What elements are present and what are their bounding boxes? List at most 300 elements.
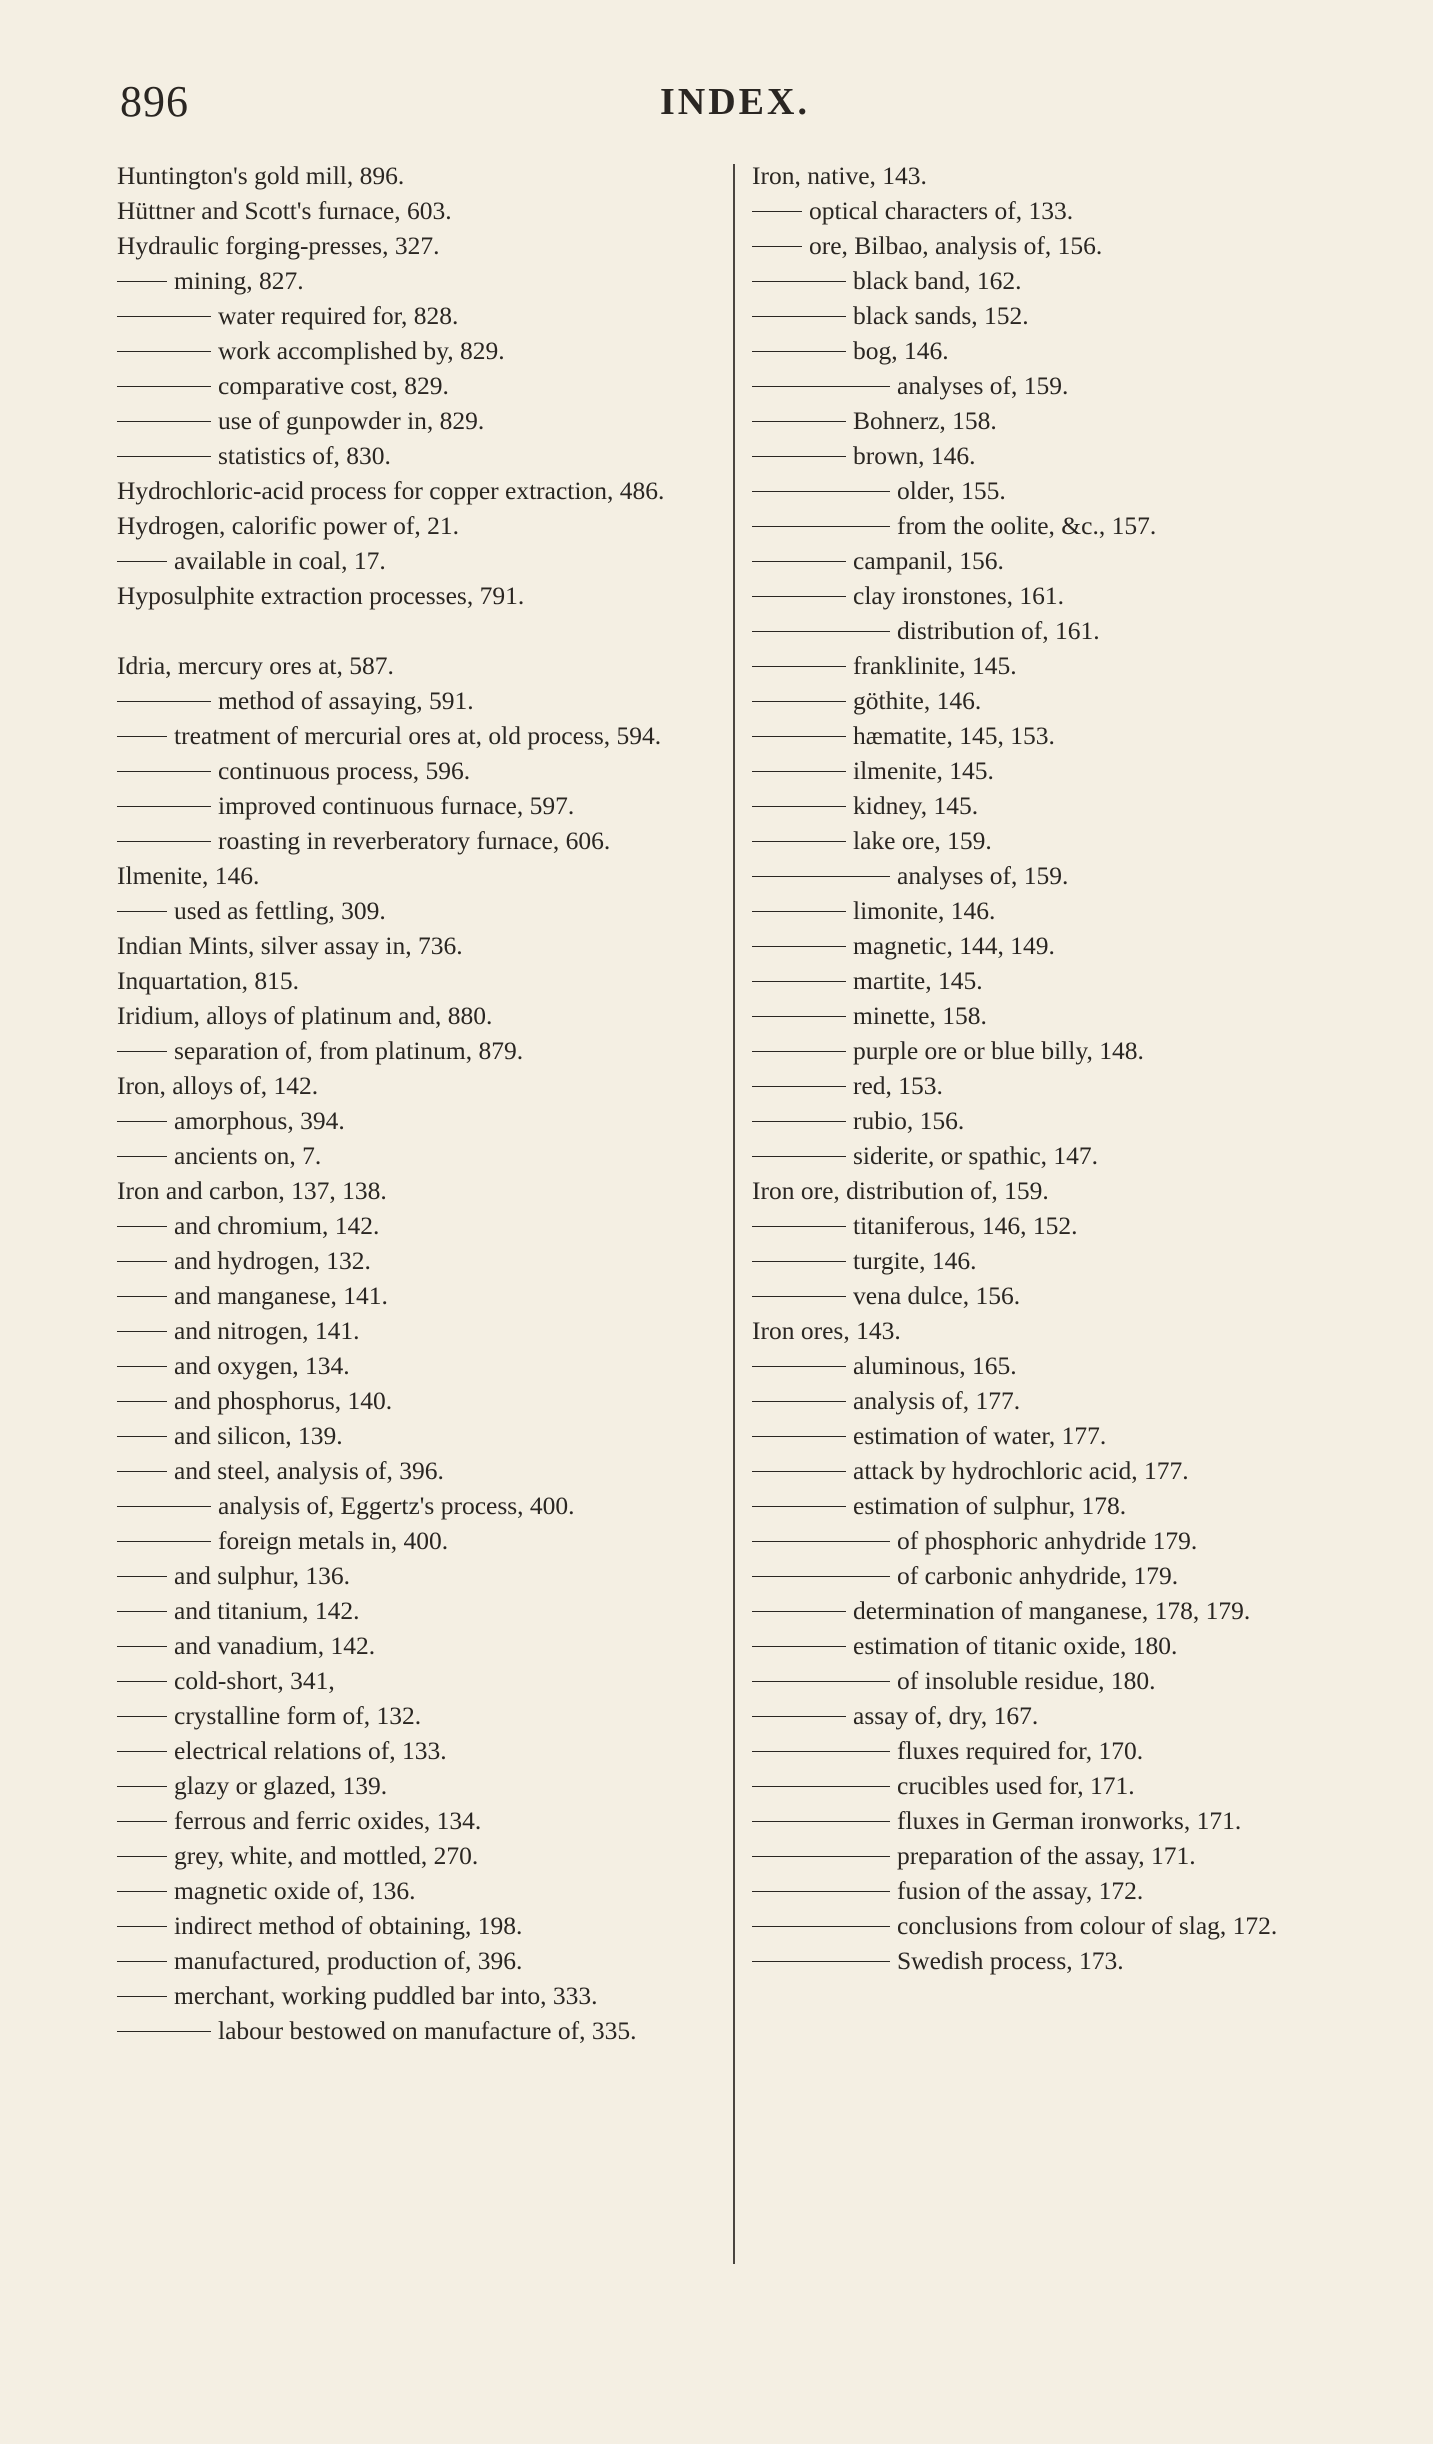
column-divider: [733, 164, 735, 2264]
index-entry-text: black sands, 152.: [853, 301, 1029, 330]
index-entry-text: clay ironstones, 161.: [853, 581, 1065, 610]
index-entry-text: vena dulce, 156.: [853, 1281, 1021, 1310]
index-entry-text: franklinite, 145.: [853, 651, 1017, 680]
index-entry: [752, 998, 1322, 1033]
index-entry: [752, 788, 1322, 823]
index-entry: [752, 1383, 1322, 1418]
index-entry-text: Iron ore, distribution of, 159.: [752, 1176, 1049, 1205]
index-entry-text: turgite, 146.: [853, 1246, 977, 1275]
index-entry: [752, 158, 1322, 193]
index-entry: [117, 508, 700, 543]
index-entry: [117, 998, 700, 1033]
index-entry: [752, 1803, 1322, 1838]
index-entry-text: work accomplished by, 829.: [218, 336, 505, 365]
ditto-dash: [752, 1261, 846, 1263]
index-entry-text: foreign metals in, 400.: [218, 1526, 449, 1555]
index-entry-text: indirect method of obtaining, 198.: [174, 1911, 523, 1940]
ditto-dash: [752, 1821, 890, 1823]
index-entry: [117, 1033, 700, 1068]
ditto-dash: [117, 1436, 167, 1438]
index-entry-text: cold-short, 341,: [174, 1666, 335, 1695]
ditto-dash: [752, 876, 890, 878]
index-entry: [117, 1873, 700, 1908]
ditto-dash: [117, 1226, 167, 1228]
ditto-dash: [752, 1226, 846, 1228]
ditto-dash: [117, 386, 211, 388]
index-entry: [752, 1173, 1322, 1208]
index-entry: [117, 1733, 700, 1768]
ditto-dash: [117, 1926, 167, 1928]
index-entry-text: Hydraulic forging-presses, 327.: [117, 231, 440, 260]
index-entry: [752, 1908, 1322, 1943]
ditto-dash: [117, 1856, 167, 1858]
ditto-dash: [752, 491, 890, 493]
index-entry: [117, 1278, 700, 1313]
index-entry-text: Iridium, alloys of platinum and, 880.: [117, 1001, 493, 1030]
index-entry-text: analysis of, 177.: [853, 1386, 1021, 1415]
index-entry: [117, 823, 700, 858]
index-entry-text: older, 155.: [897, 476, 1006, 505]
index-entry: [752, 508, 1322, 543]
index-entry: [117, 368, 700, 403]
index-entry: [752, 1663, 1322, 1698]
ditto-dash: [117, 1506, 211, 1508]
index-entry-text: and silicon, 139.: [174, 1421, 343, 1450]
index-entry: [117, 1488, 700, 1523]
index-entry: [752, 1768, 1322, 1803]
index-entry: [752, 1243, 1322, 1278]
index-entry-text: Bohnerz, 158.: [853, 406, 997, 435]
index-entry-text: improved continuous furnace, 597.: [218, 791, 575, 820]
ditto-dash: [752, 666, 846, 668]
index-entry: [117, 473, 700, 508]
index-entry-text: ferrous and ferric oxides, 134.: [174, 1806, 482, 1835]
index-entry-text: aluminous, 165.: [853, 1351, 1017, 1380]
index-entry: [117, 1803, 700, 1838]
index-entry: [752, 1593, 1322, 1628]
left-index-column: [117, 158, 700, 2048]
index-entry-text: campanil, 156.: [853, 546, 1004, 575]
ditto-dash: [752, 421, 846, 423]
index-entry: [752, 333, 1322, 368]
index-entry-text: Hüttner and Scott's furnace, 603.: [117, 196, 452, 225]
ditto-dash: [117, 806, 211, 808]
index-entry-text: of phosphoric anhydride 179.: [897, 1526, 1198, 1555]
ditto-dash: [752, 771, 846, 773]
page-title: INDEX.: [660, 81, 810, 123]
index-entry-text: glazy or glazed, 139.: [174, 1771, 388, 1800]
index-entry: [752, 823, 1322, 858]
ditto-dash: [117, 1401, 167, 1403]
ditto-dash: [752, 1471, 846, 1473]
index-entry-text: labour bestowed on manufacture of, 335.: [218, 2016, 637, 2045]
ditto-dash: [752, 1856, 890, 1858]
ditto-dash: [752, 1611, 846, 1613]
index-entry-text: martite, 145.: [853, 966, 983, 995]
page-number: 896: [120, 77, 189, 126]
index-entry-text: electrical relations of, 133.: [174, 1736, 447, 1765]
index-entry-text: Hydrogen, calorific power of, 21.: [117, 511, 460, 540]
ditto-dash: [117, 351, 211, 353]
ditto-dash: [117, 736, 167, 738]
ditto-dash: [752, 386, 890, 388]
index-entry: [752, 1138, 1322, 1173]
index-entry: [117, 158, 700, 193]
index-entry-text: and chromium, 142.: [174, 1211, 380, 1240]
index-entry: [752, 368, 1322, 403]
index-entry: [117, 1663, 700, 1698]
index-entry: [117, 1138, 700, 1173]
index-entry: [752, 1278, 1322, 1313]
ditto-dash: [117, 1611, 167, 1613]
index-entry-text: fluxes in German ironworks, 171.: [897, 1806, 1242, 1835]
ditto-dash: [752, 981, 846, 983]
ditto-dash: [752, 1016, 846, 1018]
index-entry: [117, 753, 700, 788]
ditto-dash: [752, 246, 802, 248]
index-entry-text: Hydrochloric-acid process for copper extraction, 486.: [117, 476, 665, 505]
ditto-dash: [752, 1541, 890, 1543]
index-entry: [117, 1698, 700, 1733]
index-entry-text: and steel, analysis of, 396.: [174, 1456, 444, 1485]
ditto-dash: [752, 561, 846, 563]
index-entry: [752, 858, 1322, 893]
index-entry: [117, 1908, 700, 1943]
index-entry-text: treatment of mercurial ores at, old process, 594.: [174, 721, 662, 750]
index-entry-text: kidney, 145.: [853, 791, 979, 820]
index-entry-text: ore, Bilbao, analysis of, 156.: [809, 231, 1103, 260]
index-entry: [117, 333, 700, 368]
ditto-dash: [752, 1366, 846, 1368]
index-entry: [117, 1943, 700, 1978]
index-entry-text: Inquartation, 815.: [117, 966, 299, 995]
ditto-dash: [117, 1576, 167, 1578]
index-entry-text: analysis of, Eggertz's process, 400.: [218, 1491, 575, 1520]
index-entry-text: red, 153.: [853, 1071, 943, 1100]
ditto-dash: [752, 806, 846, 808]
index-entry-text: Idria, mercury ores at, 587.: [117, 651, 394, 680]
index-entry: [752, 1348, 1322, 1383]
index-entry-text: ancients on, 7.: [174, 1141, 322, 1170]
index-entry-text: lake ore, 159.: [853, 826, 992, 855]
index-entry-text: Iron and carbon, 137, 138.: [117, 1176, 387, 1205]
index-entry-text: merchant, working puddled bar into, 333.: [174, 1981, 598, 2010]
index-entry: [752, 1453, 1322, 1488]
index-entry: [752, 228, 1322, 263]
ditto-dash: [752, 1891, 890, 1893]
index-entry-text: use of gunpowder in, 829.: [218, 406, 485, 435]
index-entry: [117, 858, 700, 893]
ditto-dash: [117, 1051, 167, 1053]
index-entry-text: available in coal, 17.: [174, 546, 386, 575]
index-entry-text: brown, 146.: [853, 441, 976, 470]
ditto-dash: [117, 1996, 167, 1998]
ditto-dash: [752, 1296, 846, 1298]
ditto-dash: [117, 316, 211, 318]
ditto-dash: [117, 1366, 167, 1368]
index-entry: [752, 1523, 1322, 1558]
index-entry: [752, 718, 1322, 753]
index-entry-text: bog, 146.: [853, 336, 949, 365]
index-entry-text: siderite, or spathic, 147.: [853, 1141, 1099, 1170]
ditto-dash: [752, 351, 846, 353]
index-entry-text: estimation of water, 177.: [853, 1421, 1107, 1450]
index-entry-text: crystalline form of, 132.: [174, 1701, 422, 1730]
index-entry-text: amorphous, 394.: [174, 1106, 345, 1135]
index-entry-text: Iron, alloys of, 142.: [117, 1071, 319, 1100]
index-entry-text: magnetic, 144, 149.: [853, 931, 1055, 960]
index-entry: [752, 298, 1322, 333]
index-entry: [117, 543, 700, 578]
index-entry: [752, 648, 1322, 683]
ditto-dash: [752, 1086, 846, 1088]
index-entry-text: and manganese, 141.: [174, 1281, 388, 1310]
index-entry-text: comparative cost, 829.: [218, 371, 449, 400]
index-entry-text: attack by hydrochloric acid, 177.: [853, 1456, 1189, 1485]
ditto-dash: [752, 911, 846, 913]
index-entry-text: crucibles used for, 171.: [897, 1771, 1135, 1800]
ditto-dash: [752, 946, 846, 948]
index-entry: [752, 928, 1322, 963]
index-entry-text: and nitrogen, 141.: [174, 1316, 360, 1345]
index-entry: [117, 1103, 700, 1138]
index-entry: [752, 403, 1322, 438]
index-entry-text: and titanium, 142.: [174, 1596, 360, 1625]
index-entry: [752, 1033, 1322, 1068]
index-entry-text: grey, white, and mottled, 270.: [174, 1841, 479, 1870]
ditto-dash: [752, 1751, 890, 1753]
index-entry-text: roasting in reverberatory furnace, 606.: [218, 826, 611, 855]
ditto-dash: [117, 1331, 167, 1333]
index-entry: [117, 788, 700, 823]
index-entry: [752, 1698, 1322, 1733]
index-entry: [752, 1873, 1322, 1908]
index-entry-text: and sulphur, 136.: [174, 1561, 351, 1590]
ditto-dash: [752, 701, 846, 703]
ditto-dash: [752, 631, 890, 633]
index-entry: [117, 928, 700, 963]
index-entry-text: conclusions from colour of slag, 172.: [897, 1911, 1278, 1940]
index-entry-text: Huntington's gold mill, 896.: [117, 161, 405, 190]
index-entry-text: magnetic oxide of, 136.: [174, 1876, 416, 1905]
index-entry: [752, 1068, 1322, 1103]
index-entry: [752, 543, 1322, 578]
index-entry-text: continuous process, 596.: [218, 756, 471, 785]
index-entry-text: hæmatite, 145, 153.: [853, 721, 1055, 750]
ditto-dash: [117, 1891, 167, 1893]
index-entry-text: fusion of the assay, 172.: [897, 1876, 1144, 1905]
index-entry: [752, 1943, 1322, 1978]
index-entry-text: water required for, 828.: [218, 301, 459, 330]
ditto-dash: [117, 701, 211, 703]
section-gap: [117, 613, 700, 648]
index-entry-text: fluxes required for, 170.: [897, 1736, 1144, 1765]
index-entry-text: assay of, dry, 167.: [853, 1701, 1039, 1730]
index-entry-text: estimation of titanic oxide, 180.: [853, 1631, 1178, 1660]
ditto-dash: [752, 841, 846, 843]
ditto-dash: [752, 1961, 890, 1963]
ditto-dash: [117, 1541, 211, 1543]
index-entry-text: purple ore or blue billy, 148.: [853, 1036, 1144, 1065]
ditto-dash: [117, 281, 167, 283]
index-entry: [752, 1628, 1322, 1663]
ditto-dash: [117, 1961, 167, 1963]
index-entry: [117, 893, 700, 928]
index-entry: [752, 193, 1322, 228]
index-entry: [117, 1593, 700, 1628]
index-entry-text: of insoluble residue, 180.: [897, 1666, 1156, 1695]
ditto-dash: [752, 316, 846, 318]
index-entry: [117, 438, 700, 473]
ditto-dash: [752, 526, 890, 528]
index-entry-text: manufactured, production of, 396.: [174, 1946, 523, 1975]
index-entry: [117, 1978, 700, 2013]
index-entry: [117, 2013, 700, 2048]
index-entry: [752, 1208, 1322, 1243]
index-entry: [752, 893, 1322, 928]
index-entry: [752, 613, 1322, 648]
ditto-dash: [117, 1821, 167, 1823]
index-entry: [752, 683, 1322, 718]
index-entry-text: statistics of, 830.: [218, 441, 391, 470]
ditto-dash: [752, 736, 846, 738]
ditto-dash: [117, 2031, 211, 2033]
index-entry-text: Ilmenite, 146.: [117, 861, 260, 890]
index-entry: [117, 578, 700, 613]
ditto-dash: [117, 1681, 167, 1683]
ditto-dash: [117, 561, 167, 563]
index-entry-text: preparation of the assay, 171.: [897, 1841, 1196, 1870]
index-entry: [117, 1453, 700, 1488]
index-entry: [117, 1348, 700, 1383]
index-entry-text: method of assaying, 591.: [218, 686, 474, 715]
index-entry-text: titaniferous, 146, 152.: [853, 1211, 1078, 1240]
index-entry: [117, 1838, 700, 1873]
index-entry: [752, 1558, 1322, 1593]
index-entry: [117, 298, 700, 333]
ditto-dash: [752, 1786, 890, 1788]
index-entry-text: minette, 158.: [853, 1001, 987, 1030]
index-entry-text: used as fettling, 309.: [174, 896, 386, 925]
ditto-dash: [117, 1716, 167, 1718]
ditto-dash: [752, 596, 846, 598]
index-entry: [117, 1313, 700, 1348]
index-entry: [117, 1208, 700, 1243]
index-entry: [117, 193, 700, 228]
index-entry-text: optical characters of, 133.: [809, 196, 1074, 225]
index-entry: [752, 1103, 1322, 1138]
index-entry-text: determination of manganese, 178, 179.: [853, 1596, 1251, 1625]
index-entry: [752, 1313, 1322, 1348]
index-entry-text: Iron ores, 143.: [752, 1316, 901, 1345]
index-entry: [117, 683, 700, 718]
ditto-dash: [117, 1156, 167, 1158]
index-entry-text: separation of, from platinum, 879.: [174, 1036, 524, 1065]
index-entry: [752, 1488, 1322, 1523]
ditto-dash: [117, 841, 211, 843]
index-entry-text: mining, 827.: [174, 266, 304, 295]
index-entry: [117, 228, 700, 263]
ditto-dash: [752, 1156, 846, 1158]
index-entry: [752, 1838, 1322, 1873]
ditto-dash: [117, 421, 211, 423]
index-entry: [117, 263, 700, 298]
index-entry: [752, 438, 1322, 473]
index-entry-text: black band, 162.: [853, 266, 1022, 295]
ditto-dash: [752, 1646, 846, 1648]
index-entry-text: göthite, 146.: [853, 686, 982, 715]
index-entry-text: analyses of, 159.: [897, 861, 1069, 890]
ditto-dash: [752, 1506, 846, 1508]
index-entry: [117, 1768, 700, 1803]
index-entry-text: Iron, native, 143.: [752, 161, 927, 190]
ditto-dash: [752, 456, 846, 458]
ditto-dash: [117, 1751, 167, 1753]
index-entry: [752, 963, 1322, 998]
index-entry: [117, 648, 700, 683]
index-entry-text: limonite, 146.: [853, 896, 996, 925]
ditto-dash: [752, 1576, 890, 1578]
index-entry-text: from the oolite, &c., 157.: [897, 511, 1157, 540]
index-entry: [752, 578, 1322, 613]
ditto-dash: [117, 1786, 167, 1788]
index-entry: [752, 1418, 1322, 1453]
index-entry-text: Swedish process, 173.: [897, 1946, 1124, 1975]
index-entry-text: Hyposulphite extraction processes, 791.: [117, 581, 525, 610]
ditto-dash: [752, 211, 802, 213]
index-entry: [752, 753, 1322, 788]
ditto-dash: [752, 1926, 890, 1928]
index-entry-text: and phosphorus, 140.: [174, 1386, 393, 1415]
ditto-dash: [752, 1121, 846, 1123]
index-entry-text: analyses of, 159.: [897, 371, 1069, 400]
index-entry-text: rubio, 156.: [853, 1106, 965, 1135]
right-index-column: [752, 158, 1322, 1978]
ditto-dash: [117, 1646, 167, 1648]
index-entry: [117, 1558, 700, 1593]
index-entry: [117, 1173, 700, 1208]
index-entry: [117, 1418, 700, 1453]
index-entry-text: Indian Mints, silver assay in, 736.: [117, 931, 463, 960]
ditto-dash: [117, 1121, 167, 1123]
index-entry: [117, 1523, 700, 1558]
ditto-dash: [117, 1471, 167, 1473]
ditto-dash: [752, 1051, 846, 1053]
index-entry-text: and hydrogen, 132.: [174, 1246, 371, 1275]
ditto-dash: [117, 1296, 167, 1298]
index-entry: [752, 1733, 1322, 1768]
ditto-dash: [117, 1261, 167, 1263]
ditto-dash: [117, 911, 167, 913]
ditto-dash: [752, 281, 846, 283]
index-entry-text: of carbonic anhydride, 179.: [897, 1561, 1179, 1590]
index-entry: [117, 963, 700, 998]
index-entry: [752, 473, 1322, 508]
ditto-dash: [117, 456, 211, 458]
ditto-dash: [117, 771, 211, 773]
ditto-dash: [752, 1681, 890, 1683]
ditto-dash: [752, 1401, 846, 1403]
index-entry: [117, 1068, 700, 1103]
index-entry-text: and oxygen, 134.: [174, 1351, 350, 1380]
index-entry-text: distribution of, 161.: [897, 616, 1100, 645]
index-entry: [752, 263, 1322, 298]
index-entry-text: and vanadium, 142.: [174, 1631, 376, 1660]
index-entry: [117, 1383, 700, 1418]
index-entry: [117, 718, 700, 753]
index-entry-text: estimation of sulphur, 178.: [853, 1491, 1127, 1520]
index-entry: [117, 1243, 700, 1278]
